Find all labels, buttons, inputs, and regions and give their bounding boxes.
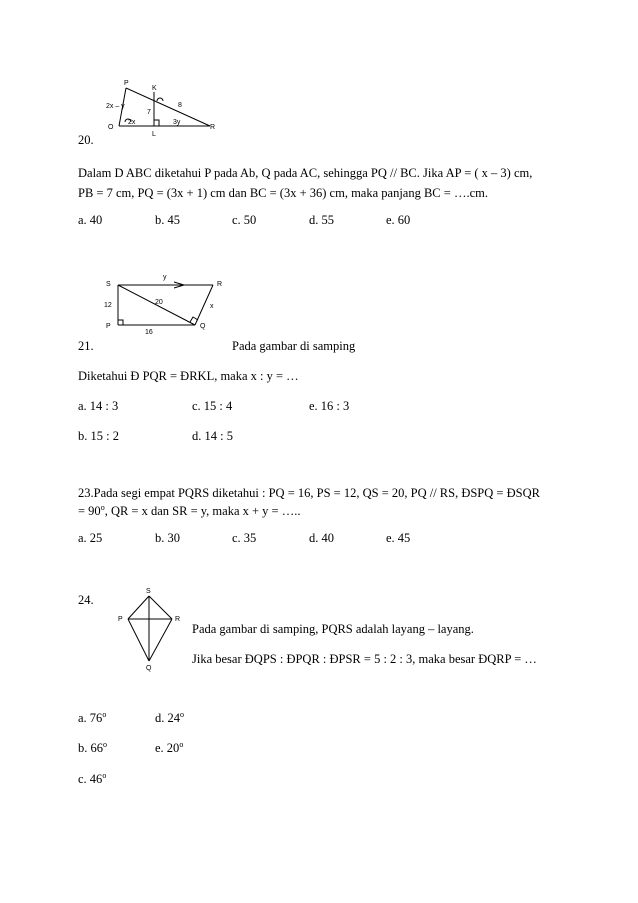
q20-text-line1: Dalam D ABC diketahui P pada Ab, Q pada AC, sehingga PQ // BC. Jika AP = ( x – 3) cm,: [78, 166, 533, 180]
degree-sign: o: [102, 710, 107, 719]
q20-label-O: O: [108, 124, 114, 131]
q21-label-sq: 20: [155, 299, 163, 306]
q24-label-R: R: [175, 616, 181, 623]
q21-option-d: d. 14 : 5: [192, 429, 233, 443]
q21-text-line1: Diketahui Đ PQR = ĐRKL, maka x : y = …: [78, 369, 299, 383]
q24-label-S: S: [146, 588, 151, 595]
q24-option-d: [155, 711, 184, 726]
q21-label-y: y: [163, 274, 167, 281]
q21-label-P: P: [106, 323, 111, 330]
q21-label-R: R: [217, 281, 223, 288]
q21-label-ps: 12: [104, 302, 112, 309]
q20-label-L: L: [152, 131, 156, 138]
q21-label-pq: 16: [145, 329, 153, 336]
q24-label-Q: Q: [146, 665, 152, 672]
q23-option-a: a. 25: [78, 531, 103, 545]
q23-option-c: c. 35: [232, 531, 257, 545]
q24-kite-figure: [112, 586, 192, 672]
degree-sign: o: [103, 740, 107, 749]
q21-option-c: c. 15 : 4: [192, 399, 233, 413]
q24-option-c-label: c. 46: [78, 772, 103, 786]
q21-option-a: a. 14 : 3: [78, 399, 119, 413]
q23-text-line2: [78, 504, 300, 519]
q23-degree-sign: o: [100, 503, 105, 512]
q24-option-b-label: b. 66: [78, 741, 103, 755]
q20-seg-lr: 3y: [173, 119, 181, 126]
q24-option-d-label: d. 24: [155, 711, 180, 725]
q24-label-P: P: [118, 616, 123, 623]
q20-label-R: R: [210, 124, 216, 131]
q20-triangle-figure: [100, 76, 230, 138]
q23-option-d: d. 40: [309, 531, 334, 545]
q24-option-e: [155, 741, 183, 756]
q20-number: 20.: [78, 133, 94, 147]
q21-number: 21.: [78, 339, 94, 353]
q24-text-line2: Jika besar ĐQPS : ĐPQR : ĐPSR = 5 : 2 : 3, maka besar ĐQRP = …: [192, 652, 537, 666]
degree-sign: o: [102, 771, 107, 780]
q20-text-line2: PB = 7 cm, PQ = (3x + 1) cm dan BC = (3x + 36) cm, maka panjang BC = ….cm.: [78, 186, 488, 200]
q23-line2-end: , QR = x dan SR = y, maka x + y = …..: [104, 504, 301, 518]
q24-option-c: [78, 772, 106, 787]
q20-label-P: P: [124, 80, 129, 87]
q21-label-Q: Q: [200, 323, 206, 330]
q20-seg-right: 8: [178, 102, 182, 109]
q20-label-K: K: [152, 85, 157, 92]
q21-label-S: S: [106, 281, 111, 288]
q20-seg-left: 2x – y: [106, 103, 125, 110]
q21-side-text: Pada gambar di samping: [232, 339, 356, 353]
q24-option-a-label: a. 76: [78, 711, 103, 725]
q23-option-e: e. 45: [386, 531, 411, 545]
q21-trapezoid-figure: [100, 270, 230, 336]
q23-line2-start: = 90: [78, 504, 101, 518]
q20-seg-ol: 2x: [128, 119, 136, 126]
q20-option-b: b. 45: [155, 213, 180, 227]
q24-text-line1: Pada gambar di samping, PQRS adalah layang – layang.: [192, 622, 474, 636]
q24-option-e-label: e. 20: [155, 741, 180, 755]
degree-sign: o: [180, 710, 184, 719]
q23-text-line1: 23.Pada segi empat PQRS diketahui : PQ = 16, PS = 12, QS = 20, PQ // RS, ĐSPQ = ĐSQR: [78, 486, 540, 500]
q24-option-a: [78, 711, 106, 726]
q21-option-b: b. 15 : 2: [78, 429, 119, 443]
q24-number: 24.: [78, 593, 94, 607]
q23-option-b: b. 30: [155, 531, 180, 545]
q20-option-c: c. 50: [232, 213, 257, 227]
degree-sign: o: [179, 740, 184, 749]
q20-option-a: a. 40: [78, 213, 103, 227]
q20-seg-mid: 7: [147, 109, 151, 116]
q21-option-e: e. 16 : 3: [309, 399, 350, 413]
q24-option-b: [78, 741, 107, 756]
q21-label-x: x: [210, 303, 214, 310]
q20-option-e: e. 60: [386, 213, 411, 227]
q20-option-d: d. 55: [309, 213, 334, 227]
